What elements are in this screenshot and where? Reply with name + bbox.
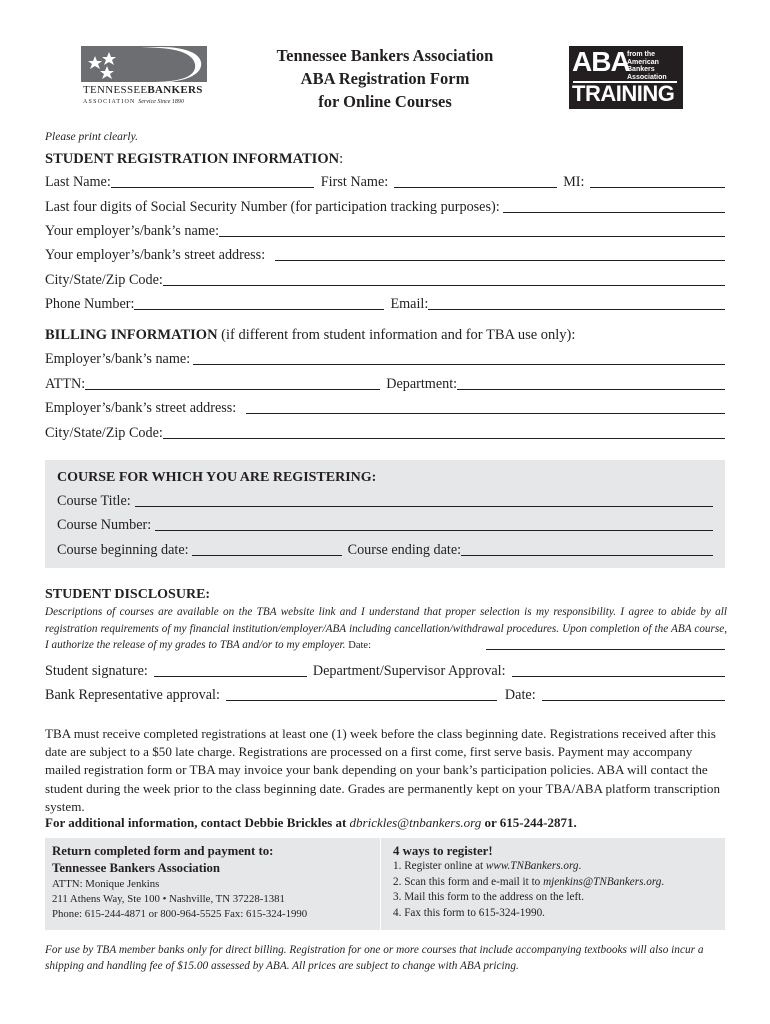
footer-note: For use by TBA member banks only for direct billing. Registration for one or more courses that include accompanying textbooks will also incur a shipping and handling fee of $15.00 assessed by ABA. All prices are subject to change with ABA pricing. (45, 944, 704, 972)
disclosure-date-label: Date: (348, 640, 372, 652)
aba-small-2: American (627, 58, 659, 66)
row-signatures-1 (45, 663, 725, 680)
row-billing-employer (45, 351, 725, 368)
ssn-field[interactable] (503, 211, 725, 213)
way-2-text: 2. Scan this form and e-mail it to (393, 875, 544, 888)
last-name-label: Last Name: (45, 174, 111, 190)
info-box-divider (380, 838, 381, 930)
student-signature-label: Student signature: (45, 663, 148, 679)
billing-employer-field[interactable] (193, 363, 725, 365)
course-end-label: Course ending date: (347, 542, 462, 558)
first-name-label: First Name: (320, 174, 389, 190)
row-city (45, 272, 725, 289)
contact-line (45, 815, 577, 831)
logo-tagline: Service Since 1890 (138, 99, 184, 105)
signature-date-label: Date: (504, 687, 536, 703)
dept-approval-label: Department/Supervisor Approval: (312, 663, 506, 679)
department-label: Department: (386, 376, 458, 392)
page-title (235, 44, 535, 113)
contact-prefix: For additional information, contact Debbie Brickles at (45, 815, 350, 830)
way-2-link[interactable]: mjenkins@TNBankers.org (543, 875, 662, 888)
employer-address-field[interactable] (275, 259, 725, 261)
row-phone-email (45, 296, 725, 313)
student-signature-field[interactable] (154, 675, 307, 677)
student-heading-text: STUDENT REGISTRATION INFORMATION (45, 151, 340, 167)
course-end-field[interactable] (461, 554, 713, 556)
course-number-label: Course Number: (57, 517, 152, 533)
course-begin-field[interactable] (192, 554, 342, 556)
row-billing-address (45, 400, 725, 417)
return-line-2: 211 Athens Way, Ste 100 • Nashville, TN 37228-1381 (52, 893, 285, 905)
course-title-field[interactable] (135, 505, 713, 507)
row-signatures-2 (45, 687, 725, 704)
employer-address-label: Your employer’s/bank’s street address: (45, 247, 266, 263)
billing-heading (45, 327, 575, 344)
email-field[interactable] (428, 308, 725, 310)
city-label: City/State/Zip Code: (45, 272, 163, 288)
mi-field[interactable] (590, 186, 725, 188)
billing-employer-label: Employer’s/bank’s name: (45, 351, 191, 367)
phone-label: Phone Number: (45, 296, 135, 312)
way-2-tail: . (661, 875, 665, 888)
disclosure-text: Descriptions of courses are available on the TBA website link and I understand that proper selection is my responsibility. I agree to abide by all registration requirements of my financial institution/employer/ABA including cancellation/withdrawal procedures. Upon completion of the ABA course, I authorize the release of my grades to TBA and/or to my employer. (45, 606, 727, 652)
return-box (52, 843, 372, 922)
billing-city-field[interactable] (163, 437, 725, 439)
way-item-3 (393, 890, 723, 906)
intro-note: Please print clearly. (45, 131, 138, 143)
row-course-dates (57, 542, 713, 559)
course-title-label: Course Title: (57, 493, 131, 509)
row-course-title (57, 493, 713, 510)
row-employer-name (45, 223, 725, 240)
attn-field[interactable] (85, 388, 380, 390)
course-number-field[interactable] (155, 529, 713, 531)
bank-rep-label: Bank Representative approval: (45, 687, 220, 703)
row-billing-city (45, 425, 725, 442)
course-heading: COURSE FOR WHICH YOU ARE REGISTERING: (57, 470, 377, 485)
disclosure-heading: STUDENT DISCLOSURE: (45, 587, 211, 602)
employer-name-label: Your employer’s/bank’s name: (45, 223, 220, 239)
logo-word2: BANKERS (147, 84, 203, 96)
return-heading: Return completed form and payment to: (52, 844, 274, 858)
way-3-text: 3. Mail this form to the address on the left. (393, 891, 585, 903)
bank-rep-field[interactable] (226, 699, 497, 701)
last-name-field[interactable] (111, 186, 314, 188)
contact-suffix: or 615-244-2871. (481, 815, 577, 830)
return-org: Tennessee Bankers Association (52, 861, 221, 875)
way-1-link[interactable]: www.TNBankers.org (485, 860, 579, 872)
way-item-2 (393, 875, 723, 891)
aba-small-4: Association (627, 73, 667, 81)
logo-word1: TENNESSEE (83, 84, 148, 96)
way-item-1 (393, 859, 723, 875)
phone-field[interactable] (134, 308, 384, 310)
row-names (45, 174, 725, 191)
aba-big1: ABA (572, 46, 630, 77)
title-line-3: for Online Courses (318, 92, 452, 111)
disclosure-block (45, 604, 727, 655)
ssn-label: Last four digits of Social Security Number (for participation tracking purposes): (45, 199, 500, 215)
tba-logo (81, 46, 209, 110)
row-course-number (57, 517, 713, 534)
contact-email[interactable]: dbrickles@tnbankers.org (349, 815, 482, 830)
title-line-2: ABA Registration Form (300, 69, 470, 88)
course-begin-label: Course beginning date: (57, 542, 189, 558)
way-1-text: 1. Register online at (393, 860, 486, 872)
row-ssn (45, 199, 725, 216)
ways-heading: 4 ways to register! (393, 844, 493, 858)
disclosure-date-field[interactable] (486, 649, 725, 650)
aba-small-1: from the (627, 51, 655, 58)
billing-address-field[interactable] (246, 412, 725, 414)
way-4-text: 4. Fax this form to 615-324-1990. (393, 906, 545, 919)
billing-heading-note: (if different from student information and for TBA use only): (217, 327, 576, 343)
billing-address-label: Employer’s/bank’s street address: (45, 400, 237, 416)
logo-sub: ASSOCIATION (83, 99, 136, 105)
row-billing-attn (45, 376, 725, 393)
title-line-1: Tennessee Bankers Association (276, 46, 494, 65)
billing-heading-text: BILLING INFORMATION (45, 327, 218, 343)
return-line-1: ATTN: Monique Jenkins (52, 878, 160, 890)
aba-big2: TRAINING (572, 81, 675, 106)
ways-box (393, 843, 723, 921)
billing-city-label: City/State/Zip Code: (45, 425, 163, 441)
attn-label: ATTN: (45, 376, 86, 392)
email-label: Email: (390, 296, 429, 312)
aba-small-3: Bankers (627, 66, 655, 73)
dept-approval-field[interactable] (512, 675, 725, 677)
department-field[interactable] (457, 388, 725, 390)
row-employer-address (45, 247, 725, 264)
student-heading (45, 151, 343, 168)
employer-name-field[interactable] (219, 235, 725, 237)
way-item-4 (393, 906, 723, 922)
mi-label: MI: (563, 174, 585, 190)
way-1-tail: . (578, 860, 582, 872)
policy-text: TBA must receive completed registrations at least one (1) week before the class beginning date. Registrations received after this date are subject to a $50 late charge. Registrations are processed on a first come, first serve basis. Payment may accompany mailed registration form or TBA may invoice your bank depending on your bank’s participation policies. ABA will contact the student during the week prior to the class beginning date. Grades are permanently kept on your TBA/ABA platform transcription system. (45, 726, 721, 814)
return-line-3: Phone: 615-244-4871 or 800-964-5525 Fax: 615-324-1990 (52, 908, 308, 920)
student-heading-colon: : (339, 151, 344, 167)
first-name-field[interactable] (394, 186, 557, 188)
city-field[interactable] (163, 284, 725, 286)
aba-training-logo (569, 46, 683, 109)
signature-date-field[interactable] (542, 699, 725, 701)
